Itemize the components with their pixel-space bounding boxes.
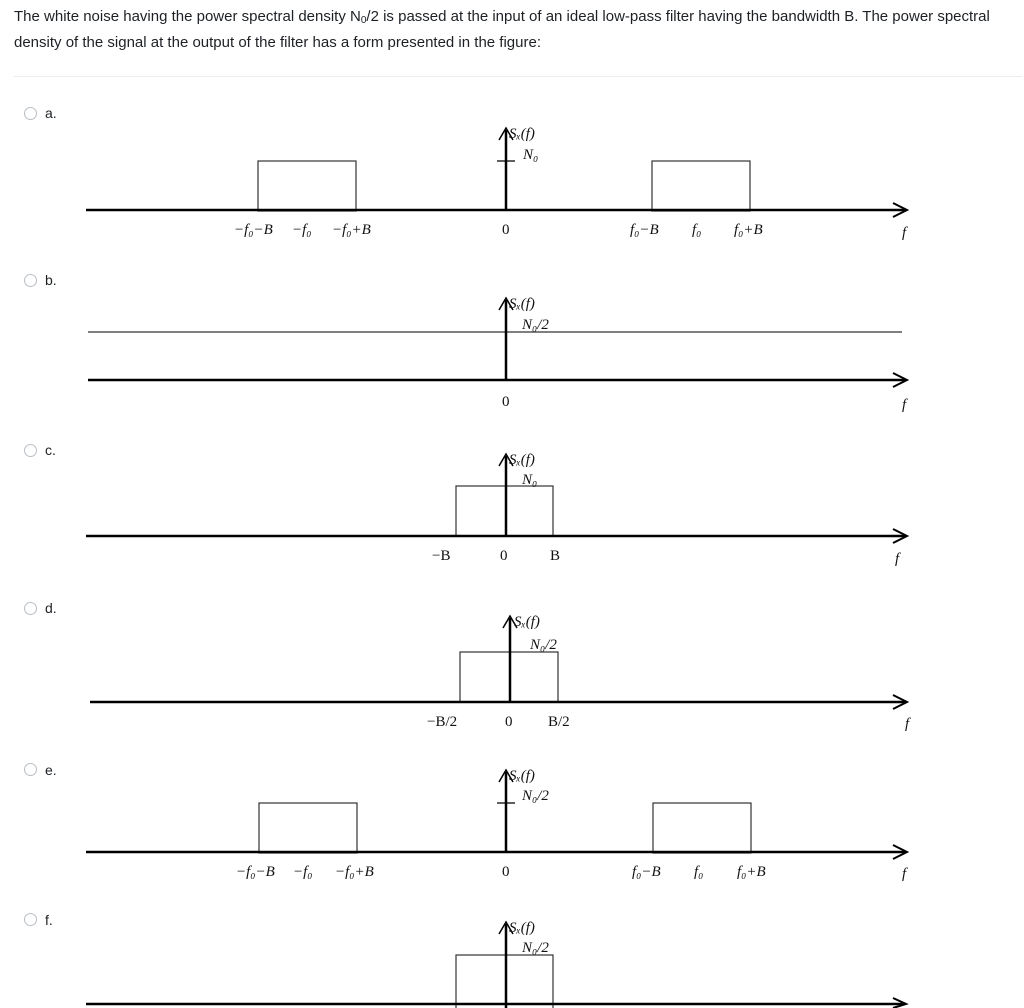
question-text: The white noise having the power spectral density $N_0/2$ is passed at the input of an ideal low-pass filter having the bandwidth B. The power spectral density of the signal at the output of the filter has a form presented in the figure: — [14, 8, 990, 51]
zero-label: 0 — [502, 394, 510, 410]
freq-axis-label: f — [902, 397, 907, 413]
level-label: N₀/2 — [522, 940, 549, 956]
psd-diagram-e — [0, 760, 1024, 910]
psd-diagram-d — [0, 602, 1024, 752]
tick-label-neg-b: −B — [432, 548, 451, 564]
freq-axis-label: f — [902, 866, 907, 882]
spectrum-rect-positive — [653, 803, 751, 853]
tick-label-f0-plus-b: f₀+B — [734, 222, 763, 238]
psd-label: Sₓ(f) — [509, 768, 535, 784]
frequency-axis — [88, 373, 907, 387]
freq-axis-label: f — [905, 716, 910, 732]
level-label: N₀/2 — [522, 788, 549, 804]
tick-label-f0: f₀ — [692, 222, 702, 238]
tick-label-neg-f0: −f₀ — [293, 864, 313, 880]
tick-label-f0-plus-b: f₀+B — [737, 864, 766, 880]
level-label: N₀/2 — [530, 637, 557, 653]
psd-diagram-c — [0, 442, 1024, 592]
zero-label: 0 — [502, 864, 510, 880]
spectrum-rect-positive — [652, 161, 750, 211]
psd-label: Sₓ(f) — [509, 452, 535, 468]
freq-axis-label: f — [902, 225, 907, 241]
option-letter: b. — [45, 272, 57, 288]
spectrum-rect-negative — [258, 161, 356, 211]
zero-label: 0 — [500, 548, 508, 564]
level-label: N₀ — [522, 472, 538, 488]
spectrum-rect-baseband — [456, 486, 553, 536]
tick-label-neg-f0: −f₀ — [292, 222, 312, 238]
tick-label-neg-f0-plus-b: −f₀+B — [332, 222, 371, 238]
psd-label: Sₓ(f) — [509, 920, 535, 936]
tick-label-neg-f0-plus-b: −f₀+B — [335, 864, 374, 880]
spectrum-rect-negative — [259, 803, 357, 853]
level-label: N₀ — [523, 147, 539, 163]
psd-diagram-b — [0, 270, 1024, 420]
tick-label-f0-minus-b: f₀−B — [630, 222, 659, 238]
tick-label-neg-f0-minus-b: −f₀−B — [236, 864, 275, 880]
psd-label: Sₓ(f) — [514, 614, 540, 630]
frequency-axis — [86, 998, 906, 1008]
psd-diagram-f — [0, 910, 1024, 1008]
level-label: N₀/2 — [522, 317, 549, 333]
divider — [14, 76, 1022, 77]
tick-label-b: B — [550, 548, 561, 564]
frequency-axis — [86, 203, 907, 217]
spectrum-rect-baseband — [456, 955, 553, 1008]
tick-label-f0: f₀ — [694, 864, 704, 880]
option-letter: a. — [45, 105, 57, 121]
option-letter: d. — [45, 600, 57, 616]
option-letter: e. — [45, 762, 57, 778]
option-letter: f. — [45, 912, 53, 928]
tick-label-b-half: B/2 — [548, 714, 570, 730]
psd-diagram-a — [0, 100, 1024, 250]
zero-label: 0 — [502, 222, 510, 238]
psd-label: Sₓ(f) — [509, 126, 535, 142]
tick-label-neg-f0-minus-b: −f₀−B — [234, 222, 273, 238]
frequency-axis — [90, 695, 907, 709]
freq-axis-label: f — [895, 551, 900, 567]
option-letter: c. — [45, 442, 56, 458]
frequency-axis — [86, 845, 907, 859]
tick-label-f0-minus-b: f₀−B — [632, 864, 661, 880]
frequency-axis — [86, 529, 907, 543]
psd-label: Sₓ(f) — [509, 296, 535, 312]
zero-label: 0 — [505, 714, 513, 730]
tick-label-neg-b-half: −B/2 — [427, 714, 458, 730]
